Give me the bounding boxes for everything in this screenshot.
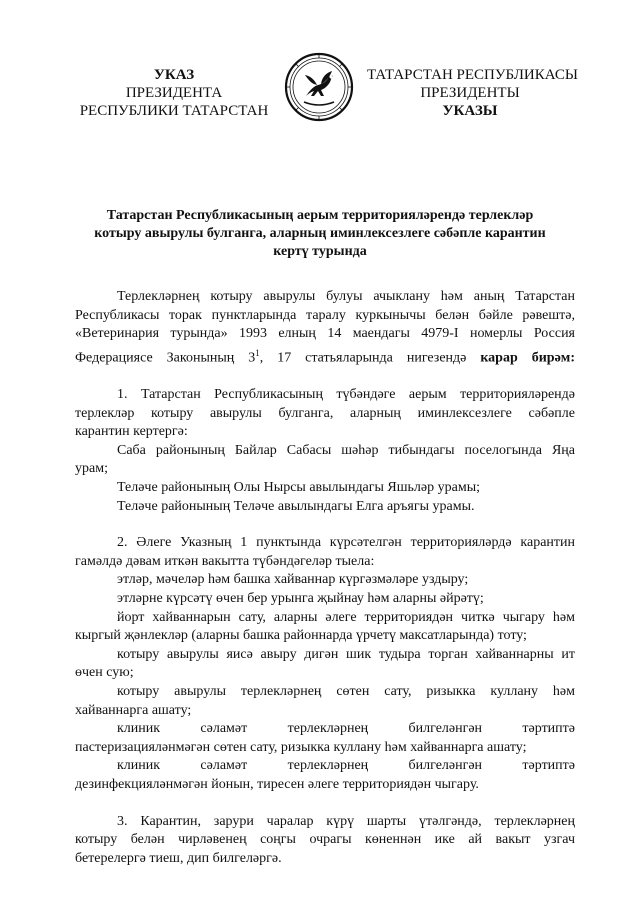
item2-ban-5-line-1: котыру авырулы терлекләрнең сөтен сату, ризыкка куллану һәм (117, 683, 575, 699)
preamble-line-3: «Ветеринария турында» 1993 елның 14 маендагы 4979-I номерлы Россия (75, 326, 575, 342)
preamble-line-4 (75, 344, 575, 368)
title-line-2: котыру авырулы булганга, аларның иминлексезлеге сәбәпле карантин (94, 226, 546, 241)
item2-ban-1: этләр, мәчеләр һәм башка хайваннар күргәзмәләре уздыру; (117, 572, 469, 588)
item2-ban-7-line-1: клиник сәламәт терлекләрнең билгеләнгән тәртиптә (117, 758, 575, 774)
item1-sub-1-line-1: Саба районының Байлар Сабасы шәһәр тибындагы поселогында Яңа (117, 442, 575, 458)
item2-ban-6-line-1: клиник сәламәт терлекләрнең билгеләнгән тәртиптә (117, 721, 575, 737)
item1-sub-1-line-2: урам; (75, 461, 108, 477)
preamble-superscript: 1 (255, 347, 260, 358)
item2-ban-5-line-2: хайваннарга ашату; (75, 702, 192, 718)
tatarstan-emblem-icon (284, 52, 354, 122)
item2-ban-3-line-1: йорт хайваннарын сату, аларны әлеге территориядән читкә чыгару һәм (117, 609, 575, 625)
preamble-line-1: Терлекләрнең котыру авырулы булуы ачыклану һәм аның Татарстан (117, 289, 575, 304)
item1-line-3: карантин кертергә: (75, 424, 188, 440)
item1-sub-2: Теләче районының Олы Нырсы авылындагы Яшьләр урамы; (117, 480, 480, 495)
item1-sub-3: Теләче районының Теләче авылындагы Елга аръягы урамы. (117, 498, 475, 514)
header-right-line-2: ПРЕЗИДЕНТЫ (420, 85, 520, 101)
decree-body (75, 288, 575, 868)
item2-ban-4-line-1: котыру авырулы яисә авыру дигән шик тудыра торган хайваннарны ит (117, 646, 575, 662)
item2-ban-6-line-2: пастеризацияләнмәгән сөтен сату, ризыкка куллану һәм хайваннарга ашату; (75, 739, 527, 755)
preamble-last-mid: , 17 статьяларында нигезендә (259, 350, 481, 366)
header-tatar (367, 66, 578, 120)
decree-title (75, 207, 565, 261)
header-right-line-1: ТАТАРСТАН РЕСПУБЛИКАСЫ (367, 67, 578, 83)
item2-ban-3-line-2: кыргый җәнлекләр (аларны башка районнарда үрчетү максатларында) тоту; (75, 628, 527, 644)
item2-ban-7-line-2: дезинфекцияләнмәгән йонын, тиресен әлеге территориядән чыгару. (75, 776, 479, 792)
preamble-line-2: Республикасы торак пунктларында таралу куркынычы белән бәйле рәвештә, (75, 307, 575, 323)
title-line-1: Татарстан Республикасының аерым территорияләрендә терлекләр (106, 208, 534, 223)
item2-line-2: гамәлдә дәвам иткән вакытта түбәндәгеләр тыела: (75, 553, 375, 569)
item2-ban-2: этләрне күрсәтү өчен бер урынга җыйнау һәм аларны әйрәтү; (117, 590, 484, 606)
item3-line-1: 3. Карантин, зарури чаралар күрү шарты үтәлгәндә, терлекләрнең (117, 813, 575, 829)
item1-line-1: 1. Татарстан Республикасының түбәндәге аерым территорияләрендә (117, 387, 575, 403)
preamble-last-start: Федерациясе Законының 3 (75, 350, 256, 366)
item2-ban-4-line-2: өчен сую; (75, 665, 134, 681)
preamble-decision: карар бирәм: (480, 350, 575, 366)
item3-line-2: котыру белән чирләвенең соңгы очрагы көненнән ике ай вакыт узгач (75, 832, 575, 848)
header-right-line-3: УКАЗЫ (442, 103, 498, 119)
title-line-3: кертү турында (273, 244, 367, 259)
header-russian (74, 66, 274, 120)
item2-line-1: 2. Әлеге Указның 1 пунктында күрсәтелгән территорияләрдә карантин (117, 535, 575, 551)
header-left-line-2: ПРЕЗИДЕНТА (125, 85, 223, 101)
item3-line-3: бетерелергә тиеш, дип билгеләргә. (75, 850, 282, 866)
item1-line-2: терлекләр котыру авырулы булганга, аларның иминлексезлеге сәбәпле (75, 405, 575, 421)
header-left-line-3: РЕСПУБЛИКИ ТАТАРСТАН (79, 103, 269, 119)
header-left-line-1: УКАЗ (153, 67, 195, 83)
